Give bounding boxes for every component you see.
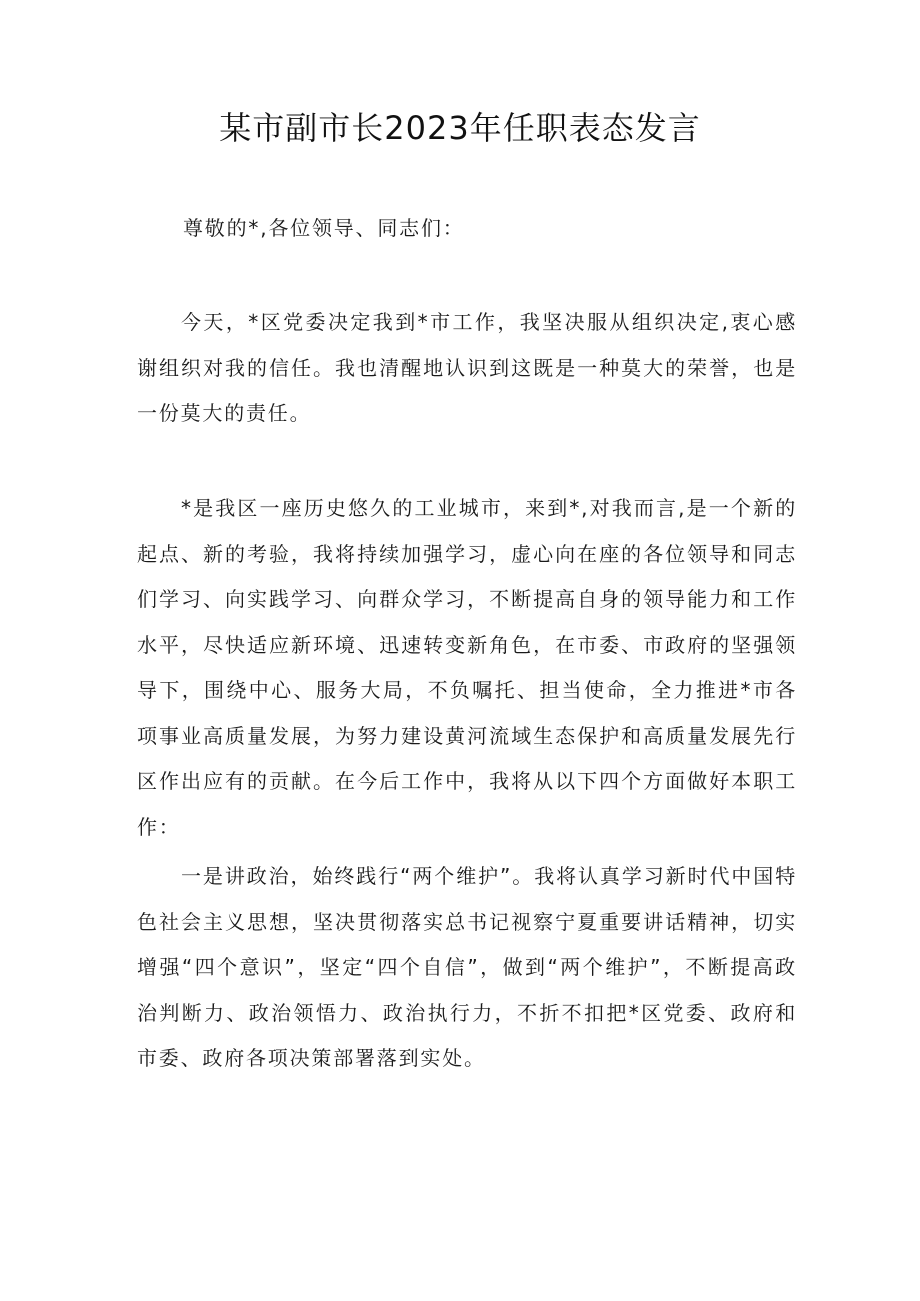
salutation: 尊敬的*,各位领导、同志们： bbox=[183, 216, 465, 240]
paragraph: 今天，*区党委决定我到*市工作，我坚决服从组织决定,衷心感谢组织对我的信任。我也清醒地认识到这既是一种莫大的荣誉，也是一份莫大的责任。 bbox=[137, 310, 797, 425]
paragraph: *是我区一座历史悠久的工业城市，来到*,对我而言,是一个新的起点、新的考验，我将持续加强学习，虚心向在座的各位领导和同志们学习、向实践学习、向群众学习，不断提高自身的领导能力和工作水平，尽快适应新环境、迅速转变新角色，在市委、市政府的坚强领导下，围绕中心、服务大局，不负嘱托、担当使命，全力推进*市各项事业高质量发展，为努力建设黄河流域生态保护和高质量发展先行区作出应有的贡献。在今后工作中，我将从以下四个方面做好本职工作： bbox=[137, 496, 797, 839]
document-title: 某市副市长2023年任职表态发言 bbox=[219, 109, 701, 147]
paragraph: 一是讲政治，始终践行“两个维护”。我将认真学习新时代中国特色社会主义思想，坚决贯彻落实总书记视察宁夏重要讲话精神，切实增强“四个意识”，坚定“四个自信”，做到“两个维护”，不断提高政治判断力、政治领悟力、政治执行力，不折不扣把*区党委、政府和市委、政府各项决策部署落到实处。 bbox=[137, 864, 797, 1070]
